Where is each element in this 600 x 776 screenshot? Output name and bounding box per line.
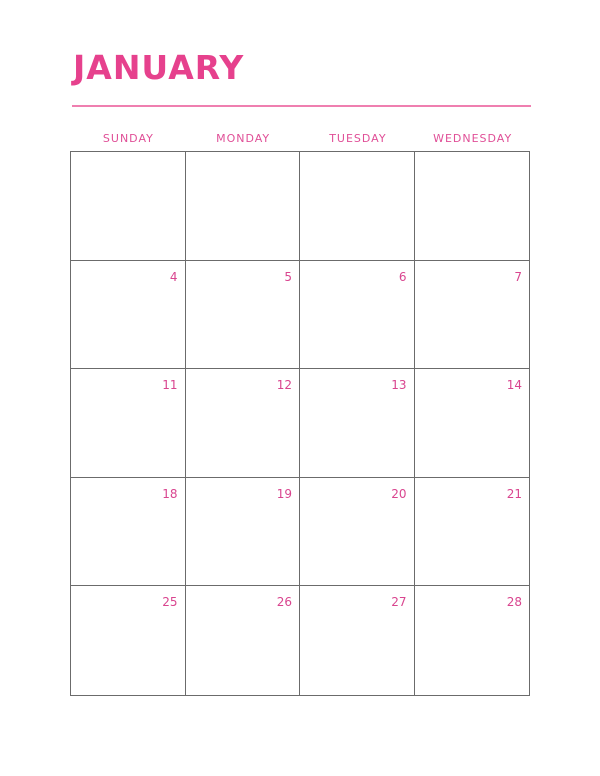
- calendar-day-cell[interactable]: [71, 369, 186, 478]
- date-number: 5: [284, 269, 292, 284]
- calendar-day-cell[interactable]: [415, 152, 530, 261]
- calendar-day-cell[interactable]: [186, 478, 301, 587]
- date-number: 13: [391, 378, 407, 393]
- title-divider: [72, 105, 531, 107]
- date-number: 27: [391, 595, 407, 610]
- weekday-header-tuesday: TUESDAY: [329, 132, 387, 145]
- calendar-day-cell[interactable]: [415, 478, 530, 587]
- calendar-day-cell[interactable]: [71, 261, 186, 370]
- date-number: 21: [506, 486, 522, 501]
- calendar-day-cell[interactable]: [300, 261, 415, 370]
- date-number: 11: [162, 378, 178, 393]
- date-number: 28: [506, 595, 522, 610]
- date-number: 25: [162, 595, 178, 610]
- calendar-day-cell[interactable]: [415, 369, 530, 478]
- date-number: 4: [169, 269, 178, 284]
- date-number: 26: [276, 595, 292, 610]
- date-number: 20: [391, 486, 407, 501]
- month-title: JANUARY: [73, 48, 245, 87]
- calendar-day-cell[interactable]: [71, 152, 186, 261]
- calendar-day-cell[interactable]: [300, 369, 415, 478]
- calendar-day-cell[interactable]: [415, 261, 530, 370]
- date-number: 7: [514, 269, 522, 284]
- calendar-day-cell[interactable]: [71, 586, 186, 695]
- date-number: 14: [506, 378, 522, 393]
- calendar-grid: [70, 151, 530, 696]
- date-number: 6: [398, 269, 407, 284]
- calendar-day-cell[interactable]: [300, 152, 415, 261]
- date-number: 12: [276, 378, 292, 393]
- calendar-day-cell[interactable]: [186, 586, 301, 695]
- calendar-day-cell[interactable]: [186, 369, 301, 478]
- calendar-day-cell[interactable]: [300, 586, 415, 695]
- calendar-day-cell[interactable]: [71, 478, 186, 587]
- date-number: 19: [276, 486, 292, 501]
- calendar-day-cell[interactable]: [186, 152, 301, 261]
- calendar-day-cell[interactable]: [300, 478, 415, 587]
- date-number: 18: [162, 486, 178, 501]
- weekday-header-row: [71, 130, 530, 148]
- weekday-header-sunday: SUNDAY: [102, 132, 154, 145]
- weekday-header-wednesday: WEDNESDAY: [433, 132, 513, 145]
- calendar-day-cell[interactable]: [186, 261, 301, 370]
- calendar-day-cell[interactable]: [415, 586, 530, 695]
- weekday-header-monday: MONDAY: [216, 132, 271, 145]
